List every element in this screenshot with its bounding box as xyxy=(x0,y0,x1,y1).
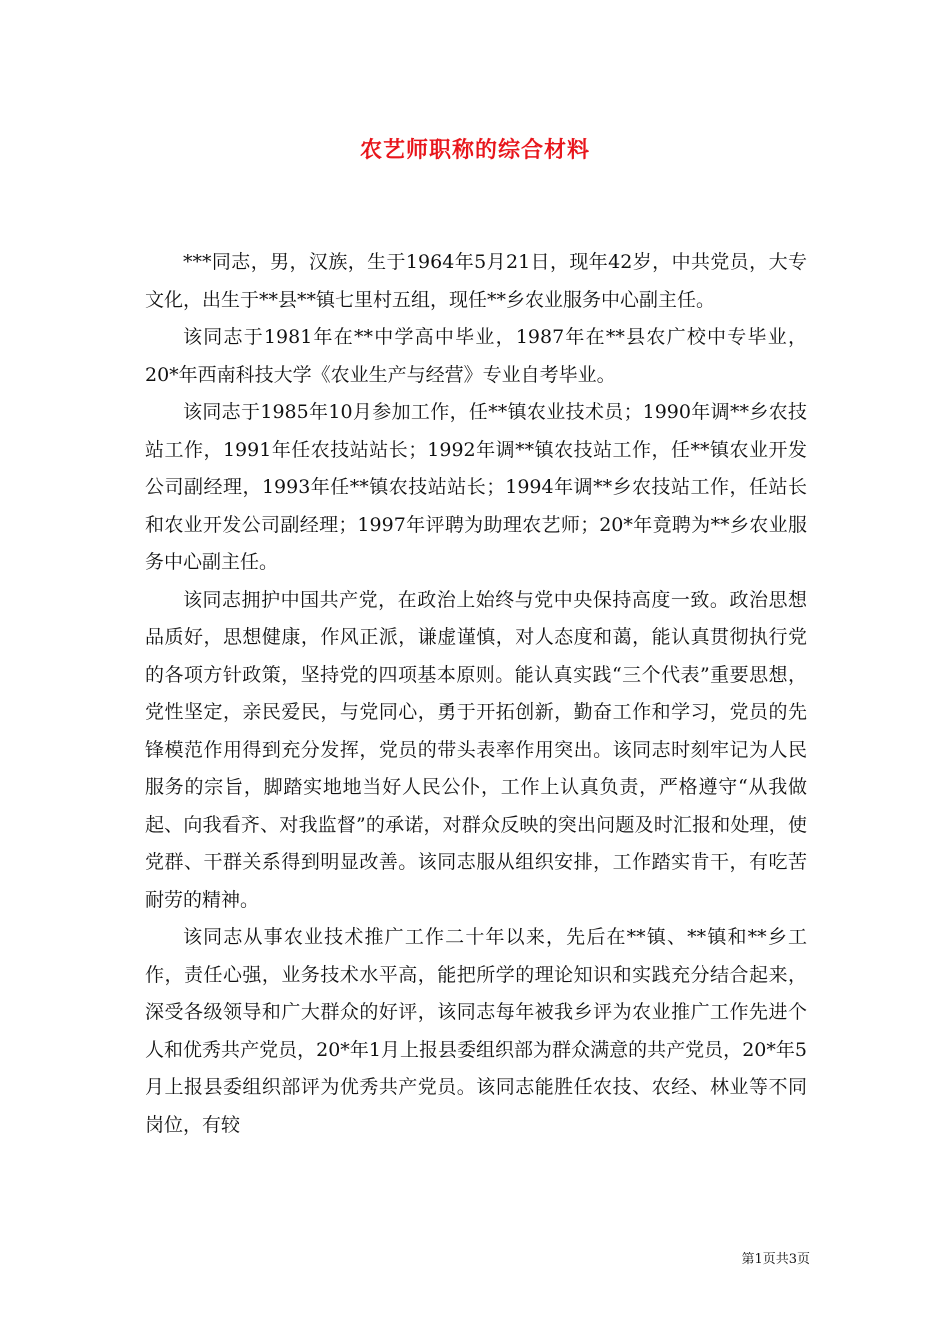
page-number: 第1页共3页 xyxy=(741,1252,810,1267)
paragraph-personal-info: ***同志，男，汉族，生于1964年5月21日，现年42岁，中共党员，大专文化，出生于**县**镇七里村五组，现任**乡农业服务中心副主任。 xyxy=(145,251,807,311)
paragraph-technical-work: 该同志从事农业技术推广工作二十年以来，先后在**镇、**镇和**乡工作，责任心强，业务技术水平高，能把所学的理论知识和实践充分结合起来，深受各级领导和广大群众的好评，该同志每年被我乡评为农业推广工作先进个人和优秀共产党员，20*年1月上报县委组织部为群众满意的共产党员，20*年5月上报县委组织部评为优秀共产党员。该同志能胜任农技、农经、林业等不同岗位，有较 xyxy=(145,926,807,1136)
paragraph-work-history: 该同志于1985年10月参加工作，任**镇农业技术员；1990年调**乡农技站工作，1991年任农技站站长；1992年调**镇农技站工作，任**镇农业开发公司副经理，1993年任**镇农技站站长；1994年调**乡农技站工作，任站长和农业开发公司副经理；1997年评聘为助理农艺师；20*年竟聘为**乡农业服务中心副主任。 xyxy=(145,401,807,573)
document-title: 农艺师职称的综合材料 xyxy=(359,137,590,163)
document-body xyxy=(145,244,807,1144)
paragraph-political-performance: 该同志拥护中国共产党，在政治上始终与党中央保持高度一致。政治思想品质好，思想健康，作风正派，谦虚谨慎，对人态度和蔼，能认真贯彻执行党的各项方针政策，坚持党的四项基本原则。能认真实践“三个代表”重要思想，党性坚定，亲民爱民，与党同心，勇于开拓创新，勤奋工作和学习，党员的先锋模范作用得到充分发挥，党员的带头表率作用突出。该同志时刻牢记为人民服务的宗旨，脚踏实地地当好人民公仆，工作上认真负责，严格遵守“从我做起、向我看齐、对我监督”的承诺，对群众反映的突出问题及时汇报和处理，使党群、干群关系得到明显改善。该同志服从组织安排，工作踏实肯干，有吃苦耐劳的精神。 xyxy=(145,588,807,911)
paragraph-education: 该同志于1981年在**中学高中毕业，1987年在**县农广校中专毕业，20*年西南科技大学《农业生产与经营》专业自考毕业。 xyxy=(145,326,807,386)
